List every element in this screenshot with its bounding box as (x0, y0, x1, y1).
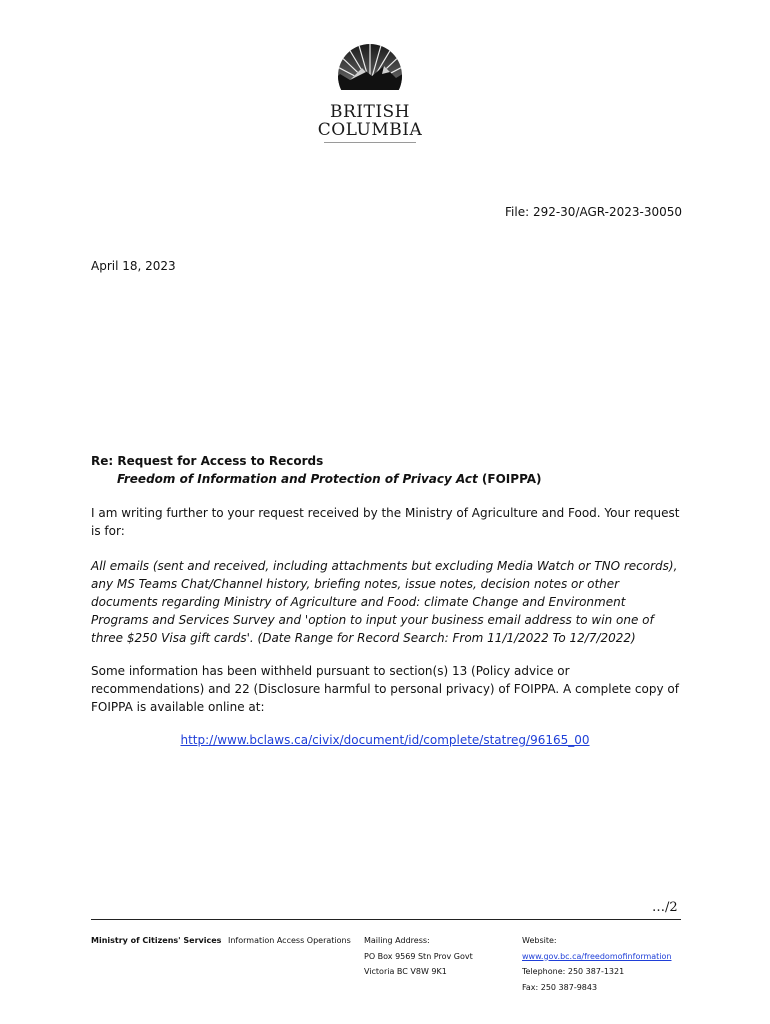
fax: Fax: 250 387-9843 (522, 982, 598, 992)
website-link[interactable]: www.gov.bc.ca/freedomofinformation (522, 951, 672, 961)
mailing-line-1: PO Box 9569 Stn Prov Govt (364, 951, 473, 961)
page-number: …/2 (652, 900, 678, 915)
footer-mailing-address (364, 933, 473, 980)
foippa-link[interactable]: http://www.bclaws.ca/civix/document/id/complete/statreg/96165_00 (180, 733, 590, 747)
file-reference: File: 292-30/AGR-2023-30050 (505, 205, 683, 219)
letter-date: April 18, 2023 (91, 259, 176, 273)
sun-mountain-emblem (314, 44, 426, 102)
footer-divider (91, 919, 681, 920)
subject-block (91, 452, 542, 488)
subject-line: Re: Request for Access to Records (91, 454, 324, 468)
footer-contact (522, 933, 672, 995)
act-abbreviation: (FOIPPA) (477, 472, 542, 486)
withheld-paragraph: Some information has been withheld pursuant to section(s) 13 (Policy advice or recommendations) and 22 (Disclosure harmful to personal privacy) of FOIPPA. A complete copy of FOIPPA is available online at: (91, 664, 679, 714)
footer-department: Information Access Operations (228, 936, 351, 945)
logo-rule (324, 142, 416, 143)
footer-ministry: Ministry of Citizens' Services (91, 936, 222, 945)
request-text: All emails (sent and received, including attachments but excluding Media Watch or TNO records), any MS Teams Chat/Channel history, briefing notes, issue notes, decision notes or other documents regarding Ministry of Agriculture and Food: climate Change and Environment Programs and Services Survey and 'option to input your business email address to win one of three $250 Visa gift cards'. (Date Range for Record Search: From 11/1/2022 To 12/7/2022) (91, 559, 678, 645)
act-line (91, 470, 542, 488)
website-label: Website: (522, 936, 557, 945)
act-title: Freedom of Information and Protection of Privacy Act (117, 472, 478, 486)
bc-government-logo (314, 44, 426, 148)
intro-paragraph: I am writing further to your request received by the Ministry of Agriculture and Food. Your request is for: (91, 506, 680, 538)
logo-word-columbia: COLUMBIA (317, 120, 423, 140)
logo-word-british: BRITISH (329, 102, 411, 122)
mailing-line-2: Victoria BC V8W 9K1 (364, 967, 447, 976)
mailing-label: Mailing Address: (364, 936, 430, 945)
telephone: Telephone: 250 387-1321 (522, 967, 625, 976)
